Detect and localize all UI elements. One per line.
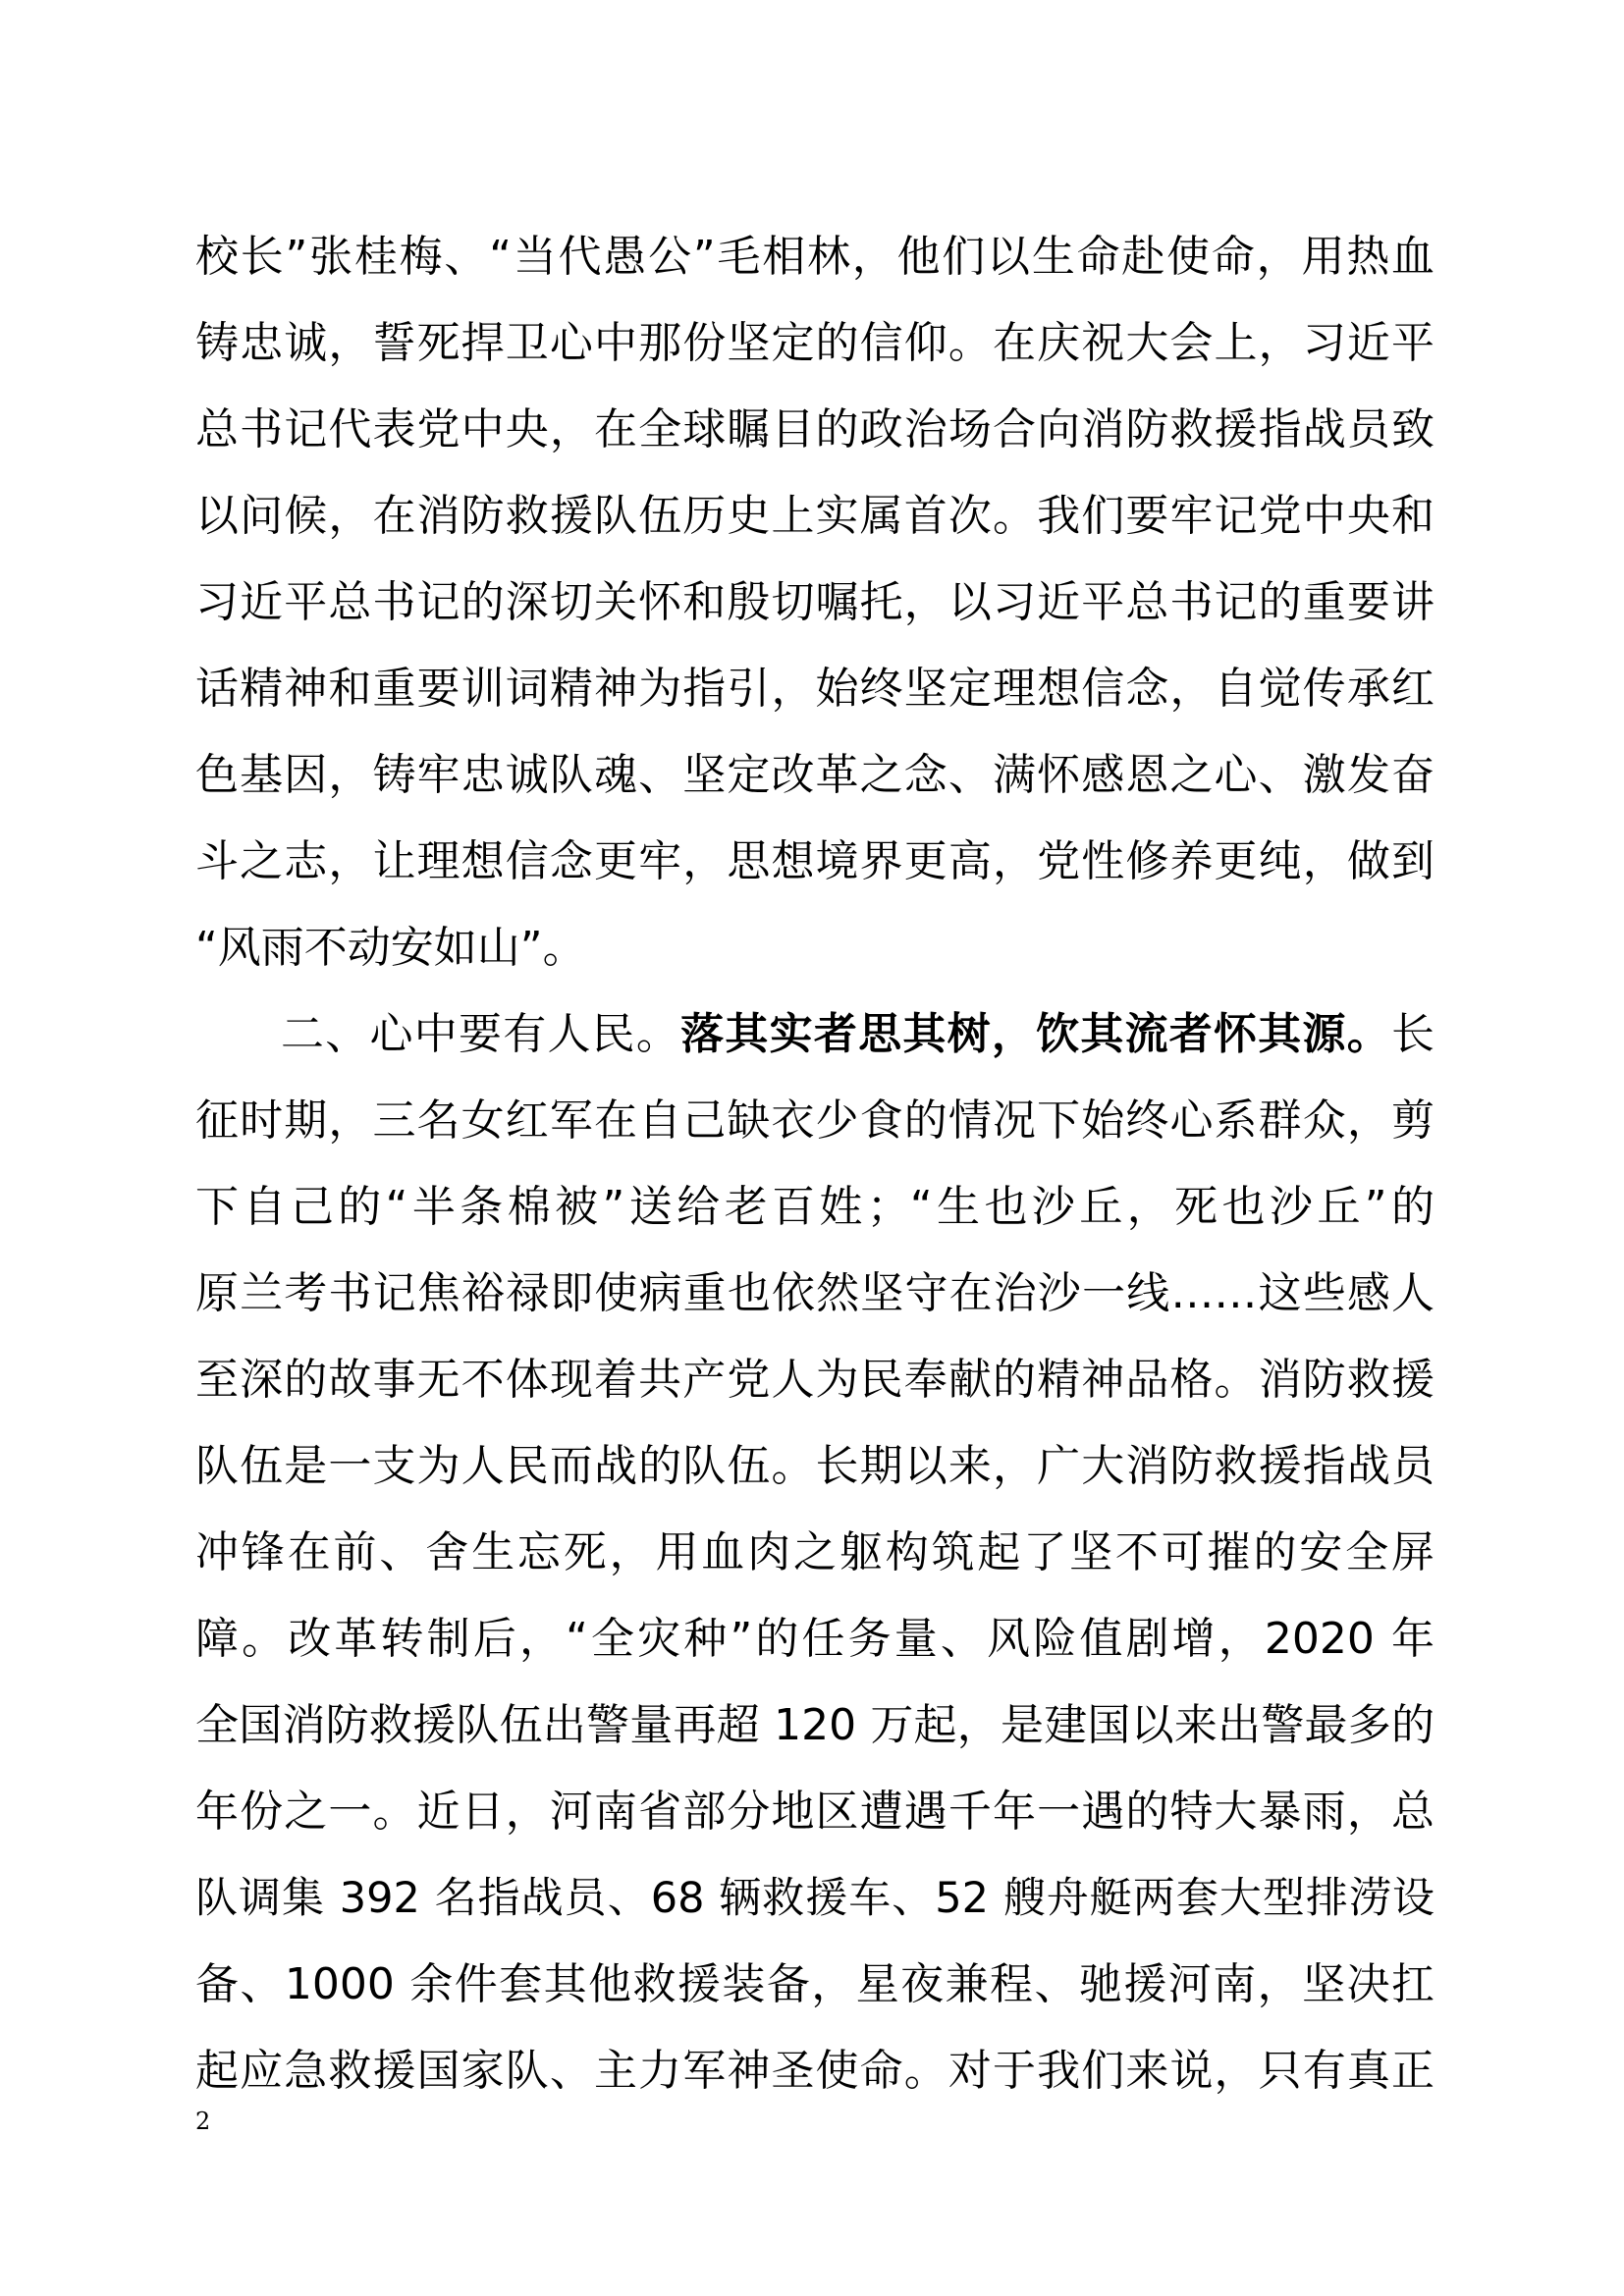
- text-line: 起应急救援国家队、主力军神圣使命。对于我们来说，只有真正: [195, 2046, 1435, 2096]
- text-line: 斗之志，让理想信念更牢，思想境界更高，党性修养更纯，做到: [195, 836, 1435, 886]
- section-bold-quote: 落其实者思其树，饮其流者怀其源。: [680, 1009, 1392, 1059]
- text-line: 障。改革转制后，“全灾种”的任务量、风险值剧增，2020 年: [195, 1614, 1435, 1664]
- text-line: 下自己的“半条棉被”送给老百姓；“生也沙丘，死也沙丘”的: [195, 1182, 1435, 1232]
- text-line: 队调集 392 名指战员、68 辆救援车、52 艘舟艇两套大型排涝设: [195, 1874, 1435, 1923]
- section-heading-line: [195, 991, 1435, 1078]
- text-line: 话精神和重要训词精神为指引，始终坚定理想信念，自觉传承红: [195, 664, 1435, 714]
- text-line: 至深的故事无不体现着共产党人为民奉献的精神品格。消防救援: [195, 1355, 1435, 1405]
- text-line: 铸忠诚，誓死捍卫心中那份坚定的信仰。在庆祝大会上，习近平: [195, 318, 1435, 368]
- page-number: 2: [195, 2108, 211, 2135]
- text-line: 校长”张桂梅、“当代愚公”毛相林，他们以生命赴使命，用热血: [195, 232, 1435, 282]
- text-line: 全国消防救援队伍出警量再超 120 万起，是建国以来出警最多的: [195, 1700, 1435, 1750]
- text-line: 原兰考书记焦裕禄即使病重也依然坚守在治沙一线……这些感人: [195, 1268, 1435, 1318]
- text-line: “风雨不动安如山”。: [195, 923, 586, 973]
- section-tail: 长: [1391, 1009, 1435, 1059]
- text-line: 队伍是一支为人民而战的队伍。长期以来，广大消防救援指战员: [195, 1441, 1435, 1491]
- text-line: 色基因，铸牢忠诚队魂、坚定改革之念、满怀感恩之心、激发奋: [195, 750, 1435, 800]
- text-line: 征时期，三名女红军在自己缺衣少食的情况下始终心系群众，剪: [195, 1095, 1435, 1146]
- text-line: 冲锋在前、舍生忘死，用血肉之躯构筑起了坚不可摧的安全屏: [195, 1527, 1435, 1577]
- text-line: 备、1000 余件套其他救援装备，星夜兼程、驰援河南，坚决扛: [195, 1959, 1435, 2009]
- section-lead: 二、心中要有人民。: [281, 1009, 681, 1059]
- text-line: 总书记代表党中央，在全球瞩目的政治场合向消防救援指战员致: [195, 404, 1435, 454]
- text-line: 以问候，在消防救援队伍历史上实属首次。我们要牢记党中央和: [195, 491, 1435, 541]
- text-line: 年份之一。近日，河南省部分地区遭遇千年一遇的特大暴雨，总: [195, 1787, 1435, 1837]
- text-line: 习近平总书记的深切关怀和殷切嘱托，以习近平总书记的重要讲: [195, 577, 1435, 627]
